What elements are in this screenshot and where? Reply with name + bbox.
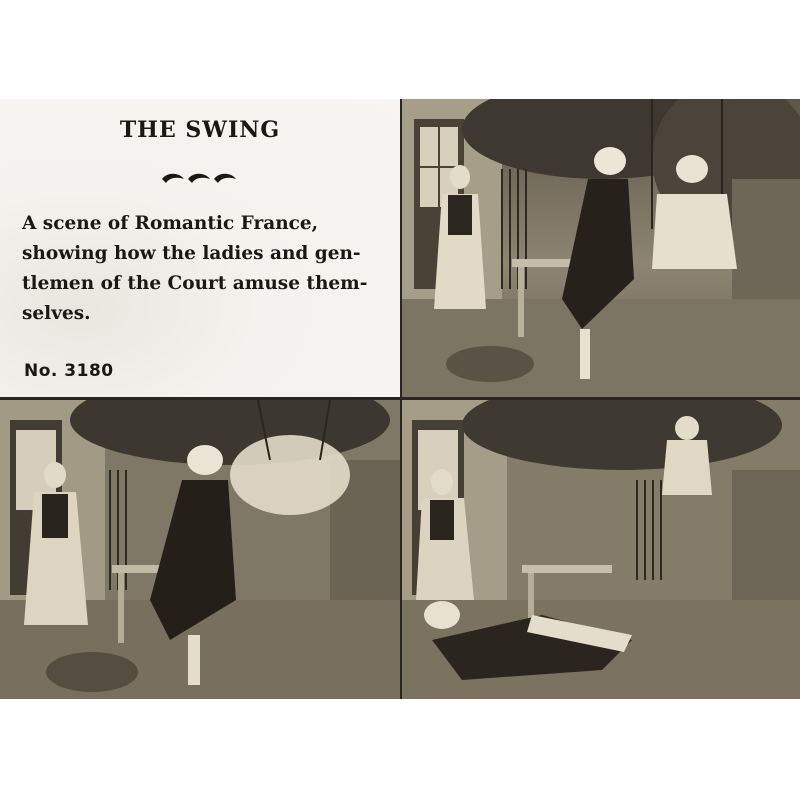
catalog-number: No. 3180 — [24, 361, 114, 381]
description-line: showing how the ladies and gen- — [22, 243, 361, 264]
swing-scene-image — [402, 99, 800, 397]
card-title: THE SWING — [119, 117, 281, 143]
description-line: tlemen of the Court amuse them- — [22, 273, 368, 294]
film-frame-bottom-right — [402, 400, 800, 699]
description-line: A scene of Romantic France, — [22, 213, 319, 234]
title-card-panel — [0, 99, 400, 397]
swing-scene-image — [0, 400, 400, 699]
ornament-divider-icon — [158, 169, 242, 189]
film-frame-top-right — [402, 99, 800, 397]
description-line: selves. — [22, 303, 91, 324]
card-description — [22, 209, 384, 329]
swing-scene-image — [402, 400, 800, 699]
film-frame-bottom-left — [0, 400, 400, 699]
stereo-card-sheet — [0, 99, 800, 699]
